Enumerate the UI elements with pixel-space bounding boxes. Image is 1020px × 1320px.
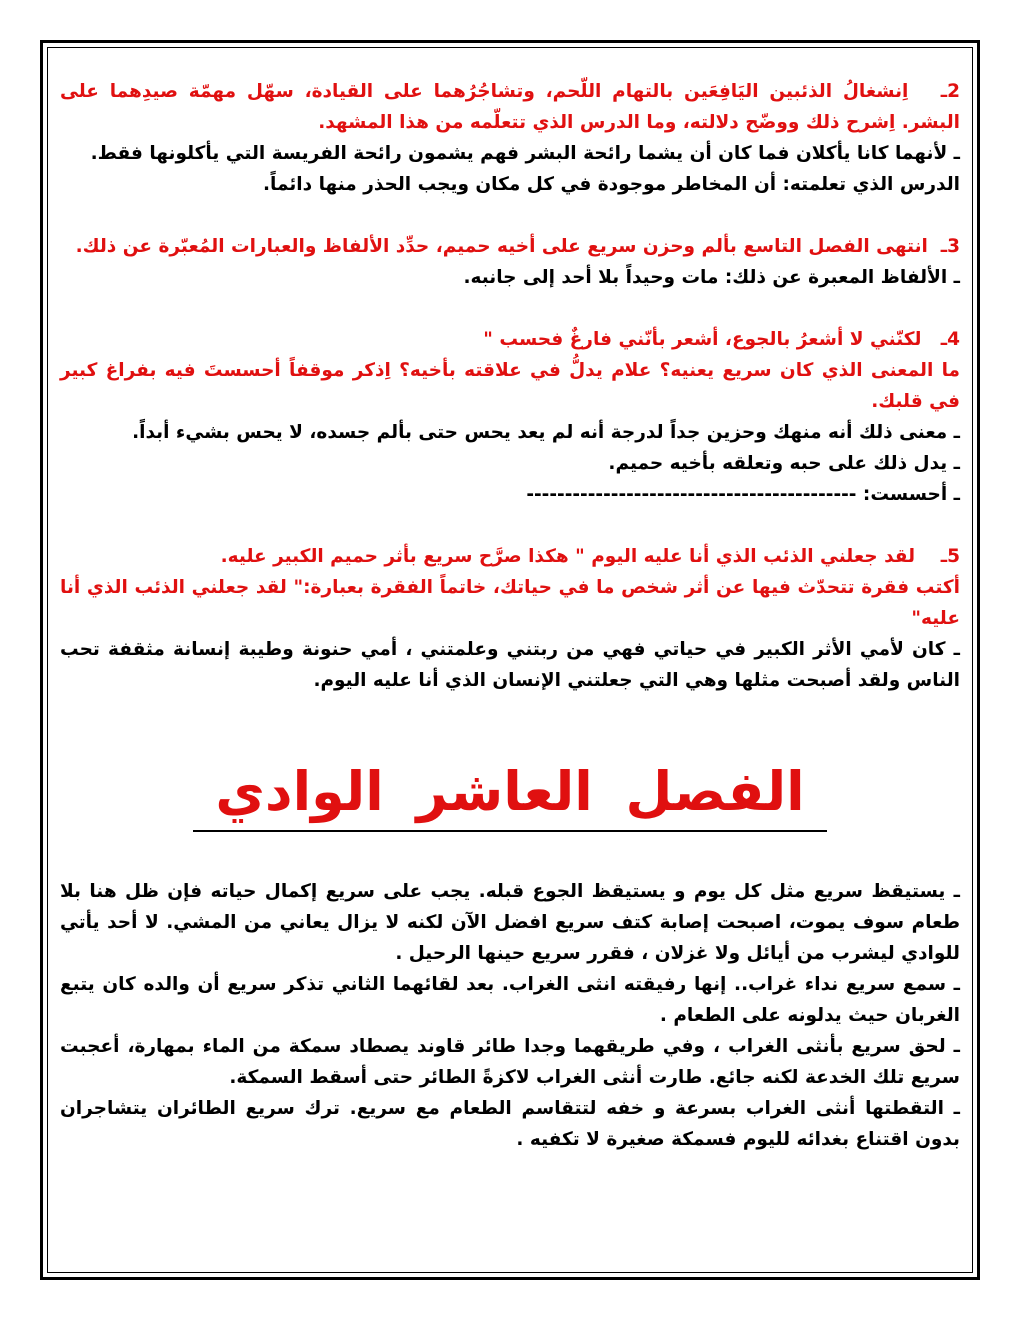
question-number: 5 [947, 546, 960, 567]
question-section-5 [60, 541, 960, 696]
question-section-3 [60, 231, 960, 293]
question-5: 5ـ لقد جعلني الذئب الذي أنا عليه اليوم " هكذا صرَّح سريع بأثر حميم الكبير عليه. [220, 546, 960, 567]
question-5-prompt: أكتب فقرة تتحدّث فيها عن أثر شخص ما في حياتك، خاتماً الفقرة بعبارة:" لقد جعلني الذئب الذي أنا عليه" [60, 577, 960, 629]
question-3: 3ـ انتهى الفصل التاسع بألم وحزن سريع على أخيه حميم، حدِّد الألفاظ والعبارات المُعبّرة عن ذلك. [75, 236, 960, 257]
summary-paragraph: ـ يستيقظ سريع مثل كل يوم و يستيقظ الجوع قبله. يجب على سريع إكمال حياته فإن ظل هنا بلا طعام سوف يموت، اصبحت إصابة كتف سريع افضل الآن لكنه لا يزال يعاني من المشي. لا أحد يأتي للوادي ليشرب من أيائل ولا غزلان ، فقرر سريع حينها الرحيل . [60, 881, 960, 964]
chapter-title: الفصل العاشر الوادي [193, 760, 826, 832]
question-2: 2ـ اِنشغالُ الذئبين اليَافِعَين بالتهام اللّحم، وتشاجُرُهما على القيادة، سهّل مهمّة صيدِهما على البشر. اِشرح ذلك ووضّح دلالته، وما الدرس الذي تتعلّمه من هذا المشهد. [60, 81, 960, 133]
question-section-4 [60, 324, 960, 510]
question-number: 2 [947, 81, 960, 102]
question-number: 3 [947, 236, 960, 257]
answer-line: الدرس الذي تعلمته: أن المخاطر موجودة في كل مكان ويجب الحذر منها دائماً. [262, 174, 960, 195]
chapter-title-wrap [60, 760, 960, 832]
answer-line: ـ كان لأمي الأثر الكبير في حياتي فهي من ربتني وعلمتني ، أمي حنونة وطيبة إنسانة مثقفة تحب الناس ولقد أصبحت مثلها وهي التي جعلتني الإنسان الذي أنا عليه اليوم. [60, 639, 960, 691]
question-text: لقد جعلني الذئب الذي أنا عليه اليوم " هكذا صرَّح سريع بأثر حميم الكبير عليه. [220, 546, 916, 567]
summary-paragraph: ـ لحق سريع بأنثى الغراب ، وفي طريقهما وجدا طائر قاوند يصطاد سمكة من الماء بمهارة، أعجبت سريع تلك الخدعة لكنه جائع. طارت أنثى الغراب لاكزةً الطائر حتى أسقط السمكة. [60, 1036, 960, 1088]
answer-line: ـ يدل ذلك على حبه وتعلقه بأخيه حميم. [608, 453, 960, 474]
answer-line: ـ معنى ذلك أنه منهك وحزين جداً لدرجة أنه لم يعد يحس حتى بألم جسده، لا يحس بشيء أبداً. [132, 422, 960, 443]
answer-line: ـ لأنهما كانا يأكلان فما كان أن يشما رائحة البشر فهم يشمون رائحة الفريسة التي يأكلونها فقط. [90, 143, 960, 164]
question-4-prompt: ما المعنى الذي كان سريع يعنيه؟ علام يدلُّ في علاقته بأخيه؟ اِذكر موقفاً أحسستَ فيه بفراغ كبير في قلبك. [60, 360, 960, 412]
question-section-2 [60, 76, 960, 200]
document-content [60, 76, 960, 1155]
question-text: انتهى الفصل التاسع بألم وحزن سريع على أخيه حميم، حدِّد الألفاظ والعبارات المُعبّرة عن ذلك. [75, 236, 928, 257]
question-text: اِنشغالُ الذئبين اليَافِعَين بالتهام اللّحم، وتشاجُرُهما على القيادة، سهّل مهمّة صيدِهما على البشر. اِشرح ذلك ووضّح دلالته، وما الدرس الذي تتعلّمه من هذا المشهد. [60, 81, 960, 133]
summary-paragraph: ـ سمع سريع نداء غراب.. إنها رفيقته انثى الغراب. بعد لقائهما الثاني تذكر سريع أن والده كان يتبع الغربان حيث يدلونه على الطعام . [60, 974, 960, 1026]
question-text: لكنّني لا أشعرُ بالجوع، أشعر بأنّني فارغٌ فحسب " [483, 329, 922, 350]
question-4: 4ـ لكنّني لا أشعرُ بالجوع، أشعر بأنّني فارغٌ فحسب " [483, 329, 960, 350]
answer-line: ـ الألفاظ المعبرة عن ذلك: مات وحيداً بلا أحد إلى جانبه. [463, 267, 960, 288]
question-number: 4 [947, 329, 960, 350]
summary-paragraph: ـ التقطتها أنثى الغراب بسرعة و خفه لتتقاسم الطعام مع سريع. ترك سريع الطائران يتشاجران بدون اقتناع بغدائه لليوم فسمكة صغيرة لا تكفيه . [60, 1098, 960, 1150]
chapter-summary [60, 876, 960, 1155]
answer-line: ـ أحسست: ------------------------------------------- [526, 484, 960, 505]
